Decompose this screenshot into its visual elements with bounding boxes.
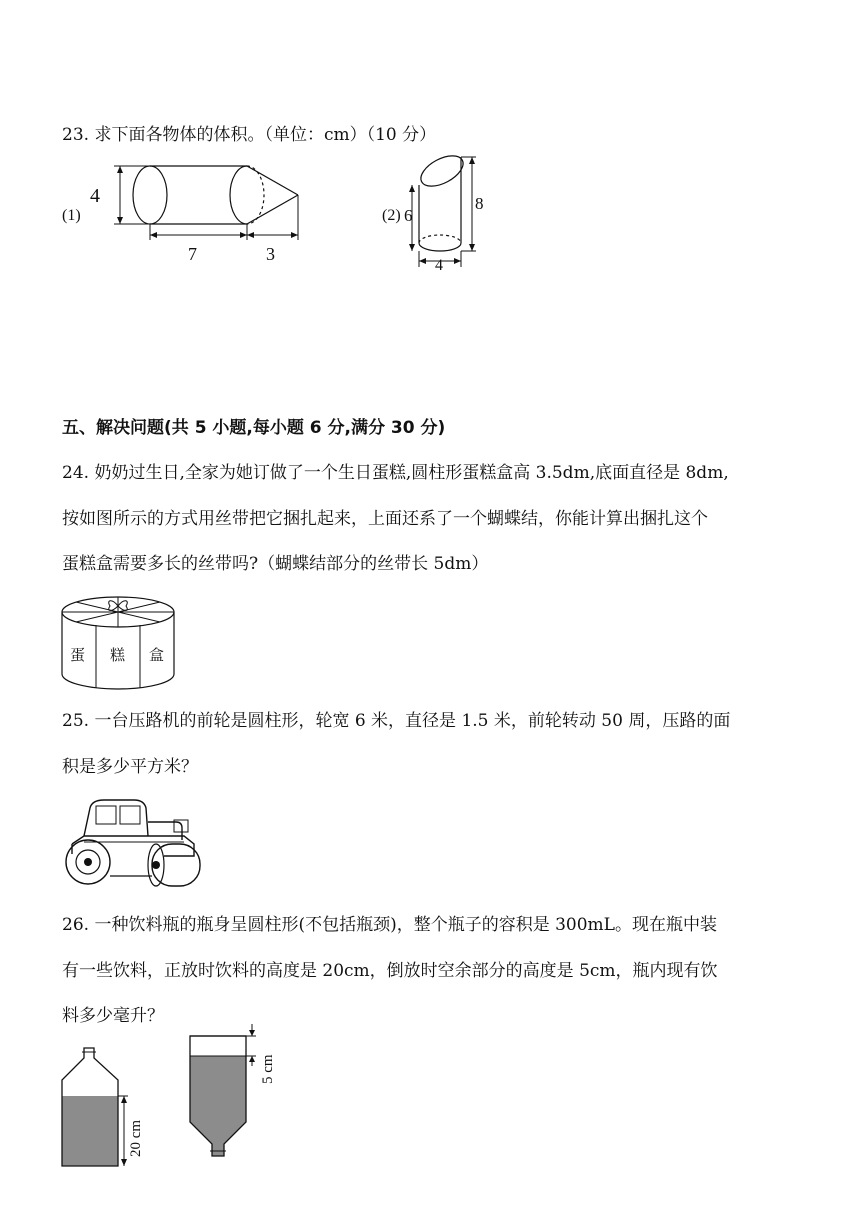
cake-box-char-3: 盒 [149,648,165,664]
section5-title: 五、解决问题(共 5 小题,每小题 6 分,满分 30 分) [62,418,446,438]
fig2-label: (2) [382,207,401,224]
cake-box-char-1: 蛋 [70,648,86,664]
q26-line-1: 26. 一种饮料瓶的瓶身呈圆柱形(不包括瓶颈)，整个瓶子的容积是 300mL。现在瓶中装 [62,915,717,935]
q25-line-2: 积是多少平方米？ [62,757,198,777]
inverted-label: 5 cm [260,1054,276,1084]
upright-label: 20 cm [128,1119,144,1157]
figure-cake-box [60,592,180,692]
q23-title: 23. 求下面各物体的体积。（单位：cm）（10 分） [62,125,437,145]
cake-box-char-2: 糕 [110,648,126,664]
bottle-inverted [190,1024,276,1156]
q24-line-2: 按如图所示的方式用丝带把它捆扎起来，上面还系了一个蝴蝶结，你能计算出捆扎这个 [62,509,708,529]
fig1-cone: 3 [266,244,275,264]
fig1-height: 4 [90,185,100,207]
figure-slanted-cylinder [380,145,490,274]
q26-line-2: 有一些饮料，正放时饮料的高度是 20cm，倒放时空余部分的高度是 5cm，瓶内现有饮 [62,961,718,981]
fig2-short: 6 [404,206,413,225]
figure-cylinder-cone [60,160,320,270]
bottle-upright [62,1048,144,1166]
figure-bottles [58,1030,298,1175]
figure-road-roller [64,796,214,891]
fig2-tall: 8 [475,194,484,213]
fig1-label: (1) [62,207,81,224]
fig1-length: 7 [188,244,197,264]
q24-line-3: 蛋糕盒需要多长的丝带吗?（蝴蝶结部分的丝带长 5dm） [62,554,489,574]
q25-line-1: 25. 一台压路机的前轮是圆柱形，轮宽 6 米，直径是 1.5 米，前轮转动 50 周，压路的面 [62,711,731,731]
q26-line-3: 料多少毫升？ [62,1006,164,1026]
fig2-width: 4 [435,257,443,274]
q24-line-1: 24. 奶奶过生日,全家为她订做了一个生日蛋糕,圆柱形蛋糕盒高 3.5dm,底面直径是 8dm, [62,463,729,483]
